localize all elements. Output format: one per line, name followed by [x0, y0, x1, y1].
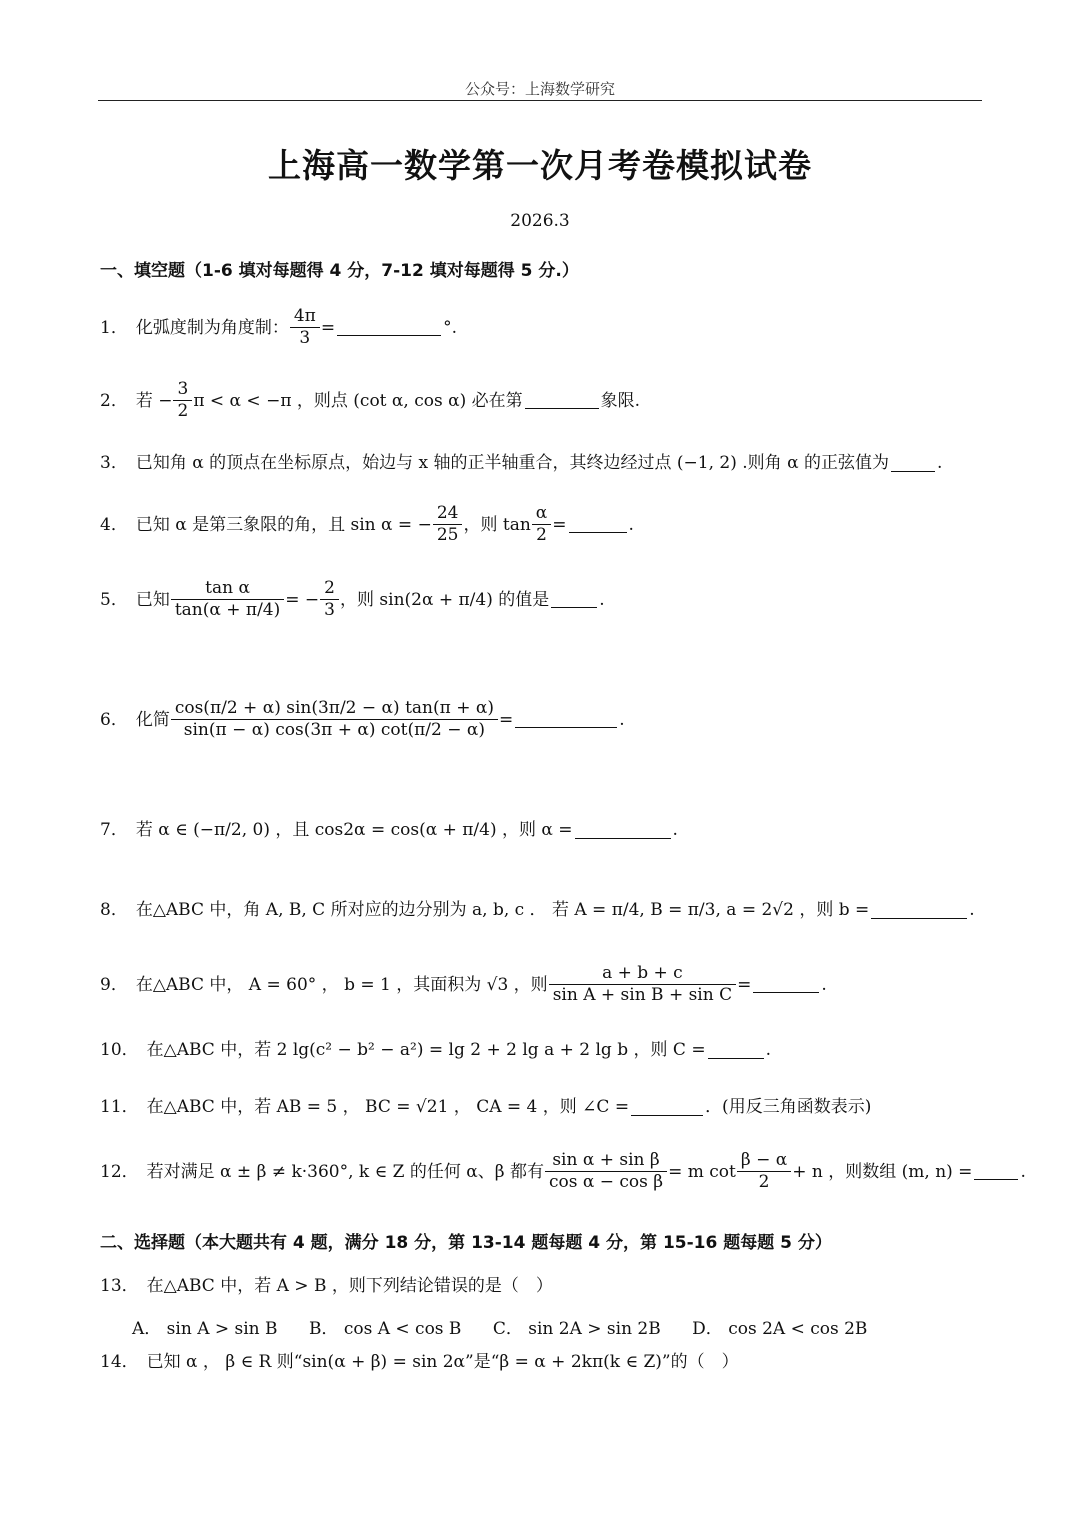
numerator: 3 [177, 379, 189, 399]
fraction [739, 1150, 789, 1194]
question-text-2: = m cot [668, 1161, 736, 1182]
answer-blank[interactable] [974, 1163, 1018, 1180]
answer-blank[interactable] [515, 711, 617, 728]
question-9: 9． 在△ABC 中， A = 60° ， b = 1 ，其面积为 √3 ，则 $\frac{a + b + c}{\text{sin A + sin B + sin C}}$ = . [100, 963, 827, 1006]
answer-blank[interactable] [525, 392, 599, 409]
question-13-options [132, 1314, 893, 1339]
question-tail: . [619, 709, 625, 730]
option-b[interactable]: B． cos A < cos B [308, 1319, 462, 1339]
question-text-2: ，则 tan [463, 514, 531, 535]
question-text: 在△ABC 中，角 A, B, C 所对应的边分别为 a, b, c ． 若 A = π/4, B = π/3, a = 2√2 ，则 b = [135, 900, 870, 920]
question-number: 13． [100, 1276, 139, 1296]
question-tail: . [936, 453, 943, 473]
question-tail: . [599, 589, 605, 610]
question-tail: ．(用反三角函数表示) [705, 1097, 872, 1117]
option-a[interactable]: A． sin A > sin B [132, 1319, 278, 1339]
question-text: 若 α ∈ (−π/2, 0) ，且 cos2α = cos(α + π/4) ，则 α = [135, 820, 573, 840]
question-tail: . [672, 820, 678, 840]
numerator: tan α [205, 578, 250, 598]
question-tail: . [1020, 1161, 1026, 1182]
answer-blank[interactable] [569, 516, 627, 533]
question-tail: . [765, 1040, 771, 1060]
question-text-2: π < α < −π ，则点 (cot α, cos α) 必在第 [193, 390, 523, 411]
question-tail: 象限. [600, 390, 641, 411]
question-13 [100, 1276, 553, 1296]
denominator: tan(α + π/4) [171, 599, 284, 621]
question-text: 若对满足 α ± β ≠ k·360°, k ∈ Z 的任何 α、β 都有 [146, 1161, 544, 1182]
denominator: 2 [532, 524, 551, 546]
numerator: cos(π/2 + α) sin(3π/2 − α) tan(π + α) [174, 698, 494, 718]
question-number: 6． [100, 709, 128, 730]
denominator: 25 [433, 524, 463, 546]
denominator: sin A + sin B + sin C [549, 984, 736, 1006]
fraction [292, 306, 318, 350]
numerator: 24 [436, 503, 459, 523]
question-1: 1． 化弧度制为角度制： $\frac{4\pi}{3}$ = °. [100, 306, 457, 349]
question-tail: °. [443, 317, 457, 338]
question-11 [100, 1097, 871, 1117]
question-text: 已知 [135, 589, 170, 610]
denominator: 3 [290, 327, 320, 349]
answer-blank[interactable] [551, 591, 597, 608]
question-text: 已知 α 是第三象限的角，且 sin α = − [135, 514, 432, 535]
question-text: 在△ABC 中，若 2 lg(c² − b² − a²) = lg 2 + 2 lg a + 2 lg b ，则 C = [146, 1040, 706, 1060]
question-text: 在△ABC 中， A = 60° ， b = 1 ，其面积为 √3 ，则 [135, 974, 548, 995]
question-text: 已知 α ， β ∈ R 则“sin(α + β) = sin 2α”是“β = α + 2kπ(k ∈ Z)”的（ ） [146, 1352, 739, 1372]
answer-blank[interactable] [753, 976, 819, 993]
fraction [435, 503, 461, 547]
question-tail: . [821, 974, 827, 995]
question-7 [100, 820, 678, 840]
answer-blank[interactable] [631, 1099, 703, 1116]
question-number: 9． [100, 974, 128, 995]
question-8 [100, 900, 975, 920]
option-d[interactable]: D． cos 2A < cos 2B [692, 1319, 868, 1339]
question-number: 8． [100, 900, 128, 920]
fraction [175, 379, 190, 423]
header-divider [98, 100, 982, 101]
question-number: 2． [100, 390, 128, 411]
question-text-3: + n ，则数组 (m, n) = [792, 1161, 973, 1182]
answer-blank[interactable] [337, 319, 441, 336]
numerator: a + b + c [602, 963, 683, 983]
numerator: β − α [740, 1150, 788, 1170]
fraction [551, 963, 734, 1007]
header-source: 公众号：上海数学研究 [464, 80, 615, 98]
question-number: 10． [100, 1040, 139, 1060]
answer-blank[interactable] [871, 902, 967, 919]
question-text: 若 − [135, 390, 173, 411]
question-number: 7． [100, 820, 128, 840]
fraction [547, 1150, 665, 1194]
equals-sign: = − [285, 589, 320, 610]
fraction [173, 698, 496, 742]
fraction [534, 503, 549, 547]
answer-blank[interactable] [708, 1042, 764, 1059]
numerator: sin α + sin β [552, 1150, 660, 1170]
question-number: 1． [100, 317, 128, 338]
page-title: 上海高一数学第一次月考卷模拟试卷 [268, 146, 812, 185]
question-2 [100, 379, 640, 423]
question-text: 已知角 α 的顶点在坐标原点，始边与 x 轴的正半轴重合，其终边经过点 (−1, 2) .则角 α 的正弦值为 [135, 453, 889, 473]
answer-blank[interactable] [891, 455, 935, 472]
answer-blank[interactable] [575, 822, 671, 839]
question-3 [100, 453, 942, 473]
denominator: 2 [173, 400, 192, 422]
question-number: 5． [100, 589, 128, 610]
option-c[interactable]: C． sin 2A > sin 2B [492, 1319, 661, 1339]
question-number: 3． [100, 453, 128, 473]
question-tail: . [628, 514, 634, 535]
numerator: α [535, 503, 548, 523]
question-number: 12． [100, 1161, 139, 1182]
section-fill-in-title: 一、填空题（1-6 填对每题得 4 分，7-12 填对每题得 5 分.） [100, 261, 579, 281]
question-12 [100, 1150, 1026, 1194]
question-4: 4． 已知 α 是第三象限的角，且 sin α = − $\frac{24}{25}$ ，则 tan $\frac{\alpha}{2}$ = . [100, 503, 634, 546]
fraction [173, 578, 282, 622]
fraction [322, 578, 337, 622]
denominator: cos α − cos β [545, 1171, 667, 1193]
question-14 [100, 1352, 739, 1372]
question-text: 化弧度制为角度制： [135, 317, 289, 338]
question-text-2: ，则 sin(2α + π/4) 的值是 [340, 589, 550, 610]
denominator: 3 [320, 599, 339, 621]
question-text: 化简 [135, 709, 170, 730]
question-number: 14． [100, 1352, 139, 1372]
section-choice-title: 二、选择题（本大题共有 4 题，满分 18 分，第 13-14 题每题 4 分，第 15-16 题每题 5 分） [100, 1233, 832, 1253]
denominator: sin(π − α) cos(3π + α) cot(π/2 − α) [171, 719, 498, 741]
numerator: 2 [324, 578, 335, 598]
question-text: 在△ABC 中，若 AB = 5 ， BC = √21 ， CA = 4 ，则 ∠C = [146, 1097, 630, 1117]
denominator: 2 [737, 1171, 791, 1193]
question-10 [100, 1040, 771, 1060]
numerator: 4π [293, 306, 316, 326]
question-number: 11． [100, 1097, 139, 1117]
question-6: 6． 化简 $\frac{\cos(\pi/2 + \alpha) \sin(3\pi/2 - \alpha) \tan(\pi + \alpha)}{\sin(\pi - \alpha) \cos(3\pi + \alpha) \cot(\pi/2 - \alpha)}$ = . [100, 698, 625, 741]
question-text: 在△ABC 中，若 A > B ，则下列结论错误的是（ ） [146, 1276, 553, 1296]
question-5 [100, 578, 605, 622]
question-tail: . [969, 900, 975, 920]
question-number: 4． [100, 514, 128, 535]
exam-date: 2026.3 [510, 211, 570, 231]
